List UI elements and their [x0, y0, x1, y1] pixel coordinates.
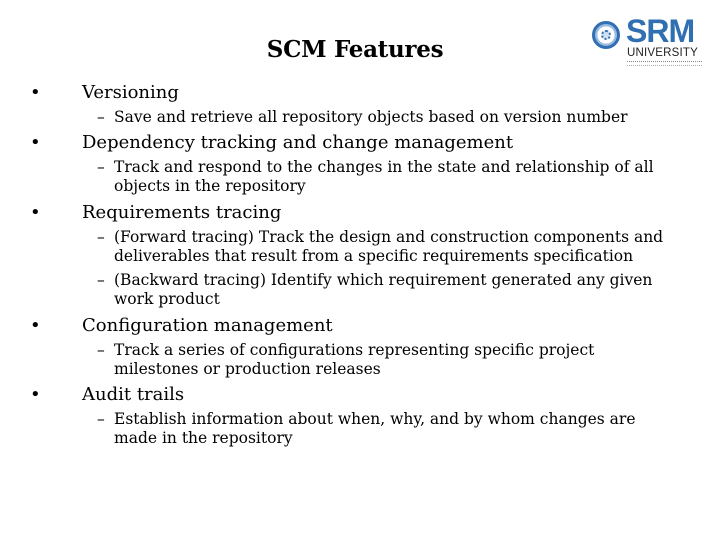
logo-subtext: UNIVERSITY	[627, 47, 699, 59]
sub-line: objects in the repository	[114, 177, 306, 195]
sub-text	[114, 108, 628, 127]
sub-line: Track a series of configurations representing specific project	[114, 341, 595, 359]
bullet-label: Configuration management	[82, 315, 333, 336]
bullet-dot: •	[30, 132, 41, 153]
sub-text	[114, 158, 654, 196]
sub-line: Save and retrieve all repository objects based on version number	[114, 108, 628, 126]
sub-dash: –	[97, 341, 105, 359]
sub-text	[114, 228, 663, 266]
bullet-label: Versioning	[82, 82, 179, 103]
bullet-dot: •	[30, 315, 41, 336]
sub-dash: –	[97, 228, 105, 246]
bullet-label: Audit trails	[82, 384, 185, 405]
logo-tagline-mark	[627, 61, 702, 66]
sub-line: (Backward tracing) Identify which requirement generated any given	[114, 271, 653, 289]
sub-line: (Forward tracing) Track the design and construction components and	[114, 228, 664, 246]
sub-text	[114, 410, 636, 448]
bullet-label: Dependency tracking and change management	[82, 132, 514, 153]
bullet-dot: •	[30, 384, 41, 405]
slide-title: SCM Features	[266, 36, 444, 63]
university-seal-icon	[592, 21, 620, 49]
bullet-dot: •	[30, 202, 41, 223]
sub-dash: –	[97, 108, 105, 126]
sub-text	[114, 341, 594, 379]
bullet-dot: •	[30, 82, 41, 103]
srm-university-logo	[592, 13, 702, 74]
logo-brand-text: SRM	[626, 13, 695, 49]
sub-dash: –	[97, 271, 105, 289]
bullet-label: Requirements tracing	[82, 202, 282, 223]
sub-text	[114, 271, 652, 309]
sub-line: made in the repository	[114, 429, 293, 447]
sub-dash: –	[97, 158, 105, 176]
sub-dash: –	[97, 410, 105, 428]
sub-line: milestones or production releases	[114, 360, 381, 378]
sub-line: Establish information about when, why, and by whom changes are	[114, 410, 636, 428]
sub-line: Track and respond to the changes in the state and relationship of all	[114, 158, 654, 176]
sub-line: work product	[114, 290, 220, 308]
sub-line: deliverables that result from a specific requirements specification	[114, 247, 634, 265]
